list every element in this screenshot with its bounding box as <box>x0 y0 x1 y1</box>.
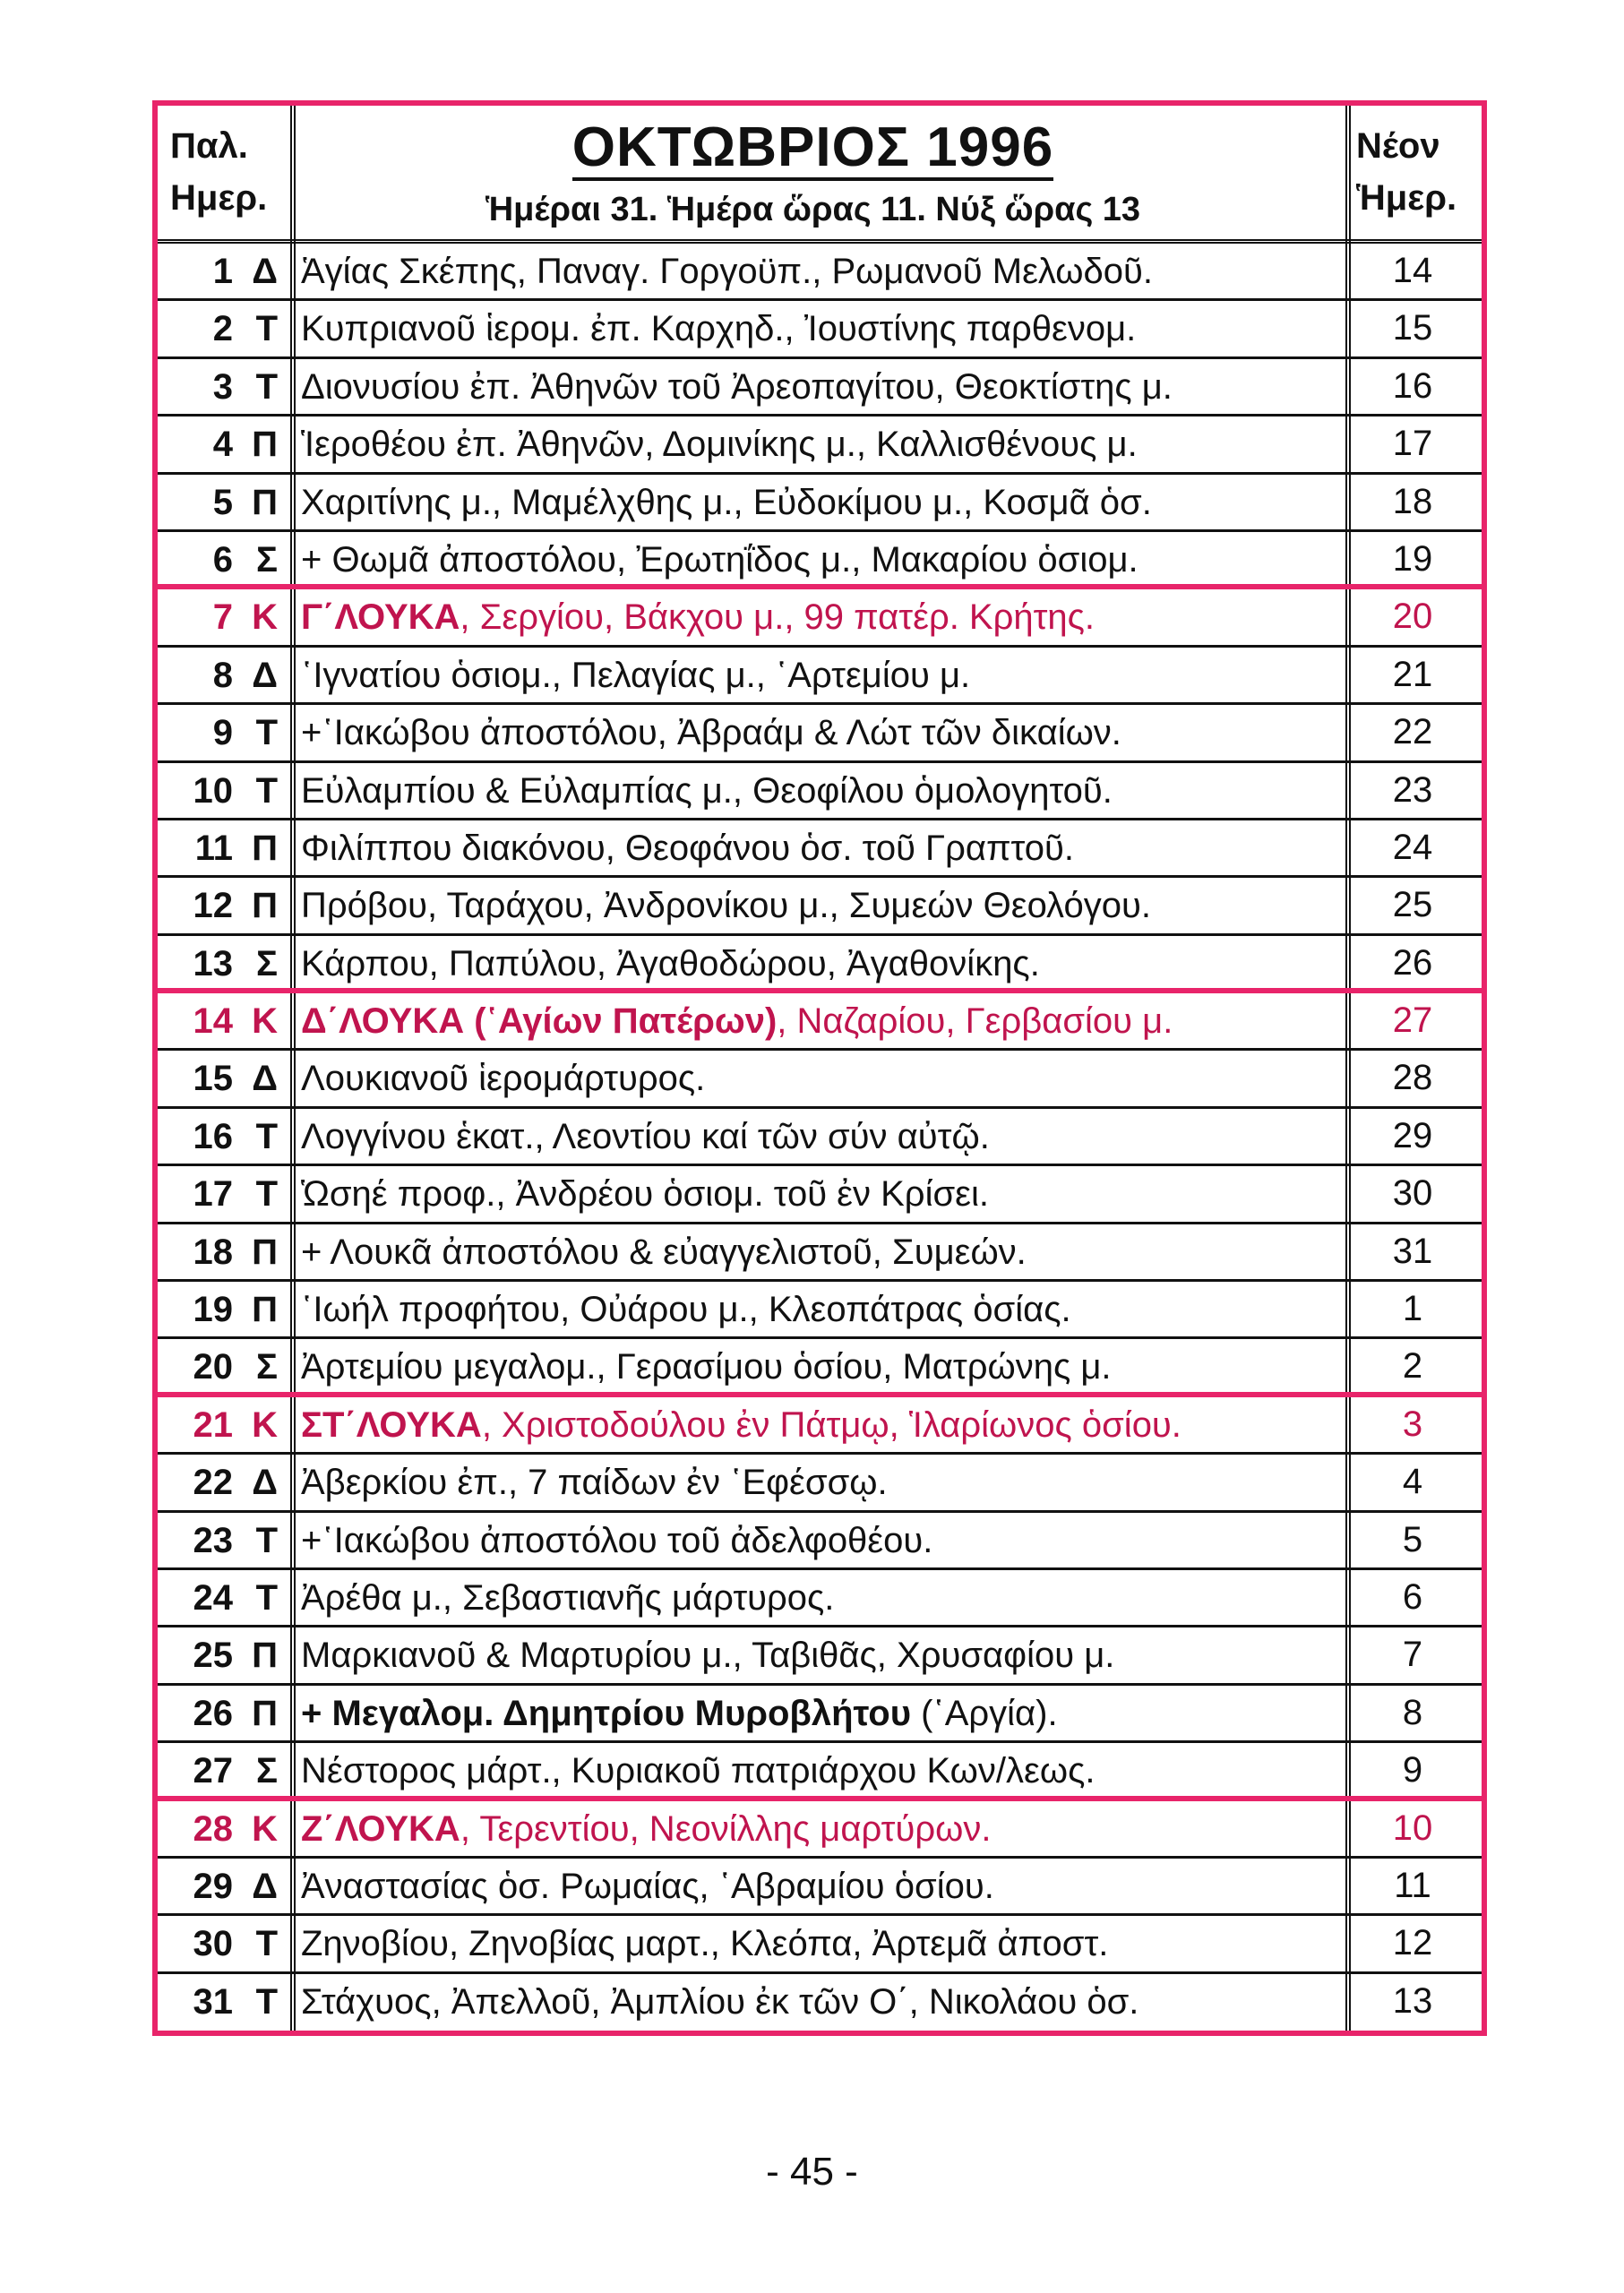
old-calendar-day <box>158 1455 290 1509</box>
table-row <box>158 1166 1482 1224</box>
feast-text: + Λουκᾶ ἀποστόλου & εὐαγγελιστοῦ, Συμεών. <box>301 1232 1027 1272</box>
feast-saints-text <box>297 1051 1329 1105</box>
day-number: 9 <box>212 713 233 753</box>
new-calendar-day: 24 <box>1392 827 1433 867</box>
old-calendar-day <box>158 1974 290 2031</box>
feast-text: , Σεργίου, Βάκχου μ., 99 πατέρ. Κρήτης. <box>460 597 1096 638</box>
table-row <box>158 1109 1482 1166</box>
new-calendar-day: 21 <box>1392 654 1433 694</box>
feast-text: Εὐλαμπίου & Εὐλαμπίας μ., Θεοφίλου ὁμολογητοῦ. <box>301 770 1113 811</box>
new-calendar-day: 7 <box>1402 1635 1423 1675</box>
new-calendar-day: 16 <box>1392 365 1433 406</box>
day-number: 22 <box>193 1463 233 1503</box>
new-calendar-day: 18 <box>1392 481 1433 521</box>
weekday-letter: Π <box>252 1636 278 1676</box>
calendar-table <box>152 100 1487 2036</box>
table-row <box>158 359 1482 417</box>
feast-saints-text <box>297 1570 1329 1625</box>
old-calendar-day <box>158 820 290 875</box>
weekday-letter: Κ <box>252 1808 278 1849</box>
new-calendar-day: 23 <box>1392 769 1433 810</box>
table-row <box>158 1455 1482 1512</box>
feast-saints-text <box>297 1455 1329 1509</box>
table-row <box>158 1974 1482 2031</box>
calendar-rows <box>158 244 1482 2031</box>
old-calendar-day <box>158 1686 290 1740</box>
feast-text: Λογγίνου ἑκατ., Λεοντίου καί τῶν σύν αὐτῷ. <box>301 1116 990 1156</box>
old-calendar-day <box>158 1570 290 1625</box>
day-number: 24 <box>193 1577 233 1618</box>
new-calendar-label-line1: Νέον <box>1356 126 1440 166</box>
table-row <box>158 1513 1482 1570</box>
feast-saints-text <box>297 301 1329 356</box>
weekday-letter: Τ <box>255 1520 278 1560</box>
old-calendar-day <box>158 532 290 584</box>
table-row <box>158 1051 1482 1108</box>
feast-saints-text <box>297 589 1329 644</box>
weekday-letter: Δ <box>252 252 278 291</box>
old-calendar-day <box>158 648 290 702</box>
new-calendar-day: 31 <box>1392 1231 1433 1271</box>
feast-saints-text <box>297 1282 1329 1336</box>
feast-text: Διονυσίου ἐπ. Ἀθηνῶν τοῦ Ἀρεοπαγίτου, Θεοκτίστης μ. <box>301 366 1173 407</box>
weekday-letter: Σ <box>255 943 278 983</box>
old-calendar-header <box>170 120 267 224</box>
feast-text: Ὡσηέ προφ., Ἀνδρέου ὁσιομ. τοῦ ἐν Κρίσει. <box>301 1174 989 1215</box>
table-row <box>158 1686 1482 1743</box>
day-number: 16 <box>193 1116 233 1156</box>
table-row <box>158 417 1482 474</box>
new-calendar-day: 9 <box>1402 1750 1423 1791</box>
day-number: 18 <box>193 1232 233 1272</box>
new-calendar-day: 1 <box>1402 1289 1423 1329</box>
feast-saints-text <box>297 936 1329 988</box>
feast-saints-text <box>297 1339 1329 1391</box>
day-number: 26 <box>193 1693 233 1733</box>
day-number: 4 <box>212 425 233 465</box>
weekday-letter: Τ <box>255 1174 278 1215</box>
new-calendar-day: 12 <box>1392 1923 1433 1963</box>
feast-saints-text <box>297 705 1329 760</box>
day-number: 6 <box>212 539 233 580</box>
feast-text: , Ναζαρίου, Γερβασίου μ. <box>777 1001 1173 1042</box>
page-number: - 45 - <box>766 2150 858 2194</box>
feast-highlight: Δ΄ΛΟΥΚΑ (῾Αγίων Πατέρων) <box>301 1001 778 1042</box>
weekday-letter: Κ <box>252 597 278 638</box>
new-calendar-header <box>1340 120 1474 224</box>
feast-saints-text <box>297 1743 1329 1795</box>
table-row <box>158 1282 1482 1339</box>
table-row <box>158 475 1482 532</box>
day-number: 11 <box>194 828 233 868</box>
feast-text: Ζηνοβίου, Ζηνοβίας μαρτ., Κλεόπα, Ἀρτεμᾶ ἀποστ. <box>301 1924 1109 1964</box>
day-number: 28 <box>193 1808 233 1849</box>
feast-text: +῾Ιακώβου ἀποστόλου τοῦ ἀδελφοθέου. <box>301 1520 933 1560</box>
table-row <box>158 301 1482 358</box>
old-calendar-day <box>158 1224 290 1279</box>
feast-saints-text <box>297 1224 1329 1279</box>
day-number: 8 <box>212 655 233 695</box>
feast-highlight: + Μεγαλομ. Δημητρίου Μυροβλήτου <box>301 1693 911 1733</box>
feast-saints-text <box>297 244 1329 298</box>
day-number: 19 <box>193 1290 233 1330</box>
table-header <box>158 106 1482 244</box>
old-calendar-day <box>158 763 290 818</box>
table-row <box>158 993 1482 1051</box>
old-calendar-day <box>158 1166 290 1221</box>
feast-saints-text <box>297 1109 1329 1164</box>
weekday-letter: Τ <box>255 1116 278 1156</box>
day-number: 2 <box>212 309 233 349</box>
feast-saints-text <box>297 820 1329 875</box>
old-calendar-day <box>158 1801 290 1856</box>
old-calendar-day <box>158 244 290 298</box>
feast-saints-text <box>297 763 1329 818</box>
old-calendar-day <box>158 1743 290 1795</box>
day-number: 23 <box>193 1520 233 1560</box>
new-calendar-day: 28 <box>1392 1058 1433 1098</box>
weekday-letter: Τ <box>255 1577 278 1618</box>
new-calendar-day: 6 <box>1402 1576 1423 1617</box>
feast-highlight: Ζ΄ΛΟΥΚΑ <box>301 1808 460 1849</box>
weekday-letter: Τ <box>255 1981 278 2022</box>
feast-saints-text <box>297 1627 1329 1682</box>
table-row <box>158 1627 1482 1685</box>
feast-saints-text <box>297 993 1329 1048</box>
feast-saints-text <box>297 417 1329 471</box>
day-number: 15 <box>193 1059 233 1099</box>
table-row <box>158 589 1482 647</box>
table-row <box>158 1801 1482 1859</box>
old-calendar-day <box>158 475 290 529</box>
feast-saints-text <box>297 1801 1329 1856</box>
weekday-letter: Τ <box>255 713 278 753</box>
feast-text: Ἀβερκίου ἐπ., 7 παίδων ἐν ῾Εφέσσῳ. <box>301 1463 888 1503</box>
feast-text: Νέστορος μάρτ., Κυριακοῦ πατριάρχου Κων/λεως. <box>301 1751 1096 1791</box>
new-calendar-day: 11 <box>1394 1865 1431 1905</box>
old-calendar-day <box>158 878 290 932</box>
new-calendar-day: 14 <box>1392 251 1433 290</box>
weekday-letter: Κ <box>252 1001 278 1042</box>
weekday-letter: Κ <box>252 1404 278 1445</box>
old-calendar-day <box>158 301 290 356</box>
day-number: 10 <box>193 770 233 811</box>
weekday-letter: Σ <box>255 1751 278 1791</box>
feast-text: Πρόβου, Ταράχου, Ἀνδρονίκου μ., Συμεών Θεολόγου. <box>301 886 1151 926</box>
feast-text: ῾Ιωήλ προφήτου, Οὐάρου μ., Κλεοπάτρας ὁσίας. <box>301 1290 1071 1330</box>
feast-highlight: Γ΄ΛΟΥΚΑ <box>301 597 460 638</box>
weekday-letter: Δ <box>252 1059 278 1099</box>
new-calendar-day: 3 <box>1402 1404 1423 1444</box>
weekday-letter: Τ <box>255 309 278 349</box>
feast-text: Ἀρέθα μ., Σεβαστιανῆς μάρτυρος. <box>301 1577 835 1618</box>
day-number: 20 <box>193 1347 233 1387</box>
old-calendar-label-line2: Ημερ. <box>170 178 268 218</box>
weekday-letter: Π <box>252 1693 278 1733</box>
weekday-letter: Τ <box>255 366 278 407</box>
feast-highlight: ΣΤ΄ΛΟΥΚΑ <box>301 1404 482 1445</box>
table-row <box>158 878 1482 935</box>
feast-saints-text <box>297 475 1329 529</box>
feast-text: Ἱεροθέου ἐπ. Ἀθηνῶν, Δομινίκης μ., Καλλισθένους μ. <box>301 425 1138 465</box>
table-row <box>158 532 1482 589</box>
old-calendar-day <box>158 1513 290 1567</box>
new-calendar-label-line2: Ἡμερ. <box>1356 178 1457 218</box>
old-calendar-day <box>158 359 290 414</box>
weekday-letter: Π <box>252 828 278 868</box>
new-calendar-day: 30 <box>1392 1173 1433 1214</box>
day-number: 5 <box>212 482 233 522</box>
feast-saints-text <box>297 1859 1329 1913</box>
weekday-letter: Π <box>252 886 278 926</box>
day-number: 17 <box>193 1174 233 1215</box>
table-row <box>158 1224 1482 1282</box>
feast-text: Ἁγίας Σκέπης, Παναγ. Γοργοϋπ., Ρωμανοῦ Μελωδοῦ. <box>301 252 1154 291</box>
day-night-hours: Ἡμέραι 31. Ἡμέρα ὥρας 11. Νύξ ὥρας 13 <box>485 191 1141 228</box>
table-row <box>158 1397 1482 1455</box>
table-row <box>158 1743 1482 1800</box>
feast-text: Ἀρτεμίου μεγαλομ., Γερασίμου ὁσίου, Ματρώνης μ. <box>301 1347 1112 1387</box>
feast-text: , Χριστοδούλου ἐν Πάτμῳ, Ἱλαρίωνος ὁσίου. <box>481 1404 1181 1445</box>
table-row <box>158 705 1482 762</box>
table-row <box>158 1570 1482 1627</box>
new-calendar-day: 5 <box>1402 1519 1423 1559</box>
day-number: 12 <box>193 886 233 926</box>
feast-text: (῾Αργία). <box>910 1693 1058 1733</box>
feast-saints-text <box>297 878 1329 932</box>
feast-saints-text <box>297 532 1329 584</box>
day-number: 14 <box>193 1001 233 1042</box>
new-calendar-day: 15 <box>1392 308 1433 348</box>
weekday-letter: Δ <box>252 1866 278 1906</box>
old-calendar-day <box>158 1339 290 1391</box>
table-row <box>158 820 1482 878</box>
table-row <box>158 1859 1482 1916</box>
old-calendar-day <box>158 1627 290 1682</box>
feast-saints-text <box>297 1166 1329 1221</box>
weekday-letter: Δ <box>252 655 278 695</box>
new-calendar-day: 22 <box>1392 712 1433 752</box>
old-calendar-day <box>158 1282 290 1336</box>
weekday-letter: Π <box>252 1232 278 1272</box>
feast-saints-text <box>297 648 1329 702</box>
old-calendar-day <box>158 1109 290 1164</box>
feast-text: +῾Ιακώβου ἀποστόλου, Ἀβραάμ & Λώτ τῶν δικαίων. <box>301 713 1121 753</box>
table-row <box>158 1916 1482 1973</box>
new-calendar-day: 8 <box>1402 1692 1423 1732</box>
old-calendar-day <box>158 1397 290 1452</box>
old-calendar-day <box>158 417 290 471</box>
new-calendar-day: 27 <box>1392 1001 1433 1041</box>
table-row <box>158 1339 1482 1396</box>
old-calendar-label-line1: Παλ. <box>170 126 248 166</box>
new-calendar-day: 10 <box>1392 1808 1433 1848</box>
weekday-letter: Δ <box>252 1463 278 1503</box>
feast-text: Κυπριανοῦ ἱερομ. ἐπ. Καρχηδ., Ἰουστίνης παρθενομ. <box>301 309 1137 349</box>
title-block <box>296 106 1329 240</box>
month-title: ΟΚΤΩΒΡΙΟΣ 1996 <box>572 118 1053 181</box>
feast-text: Λουκιανοῦ ἱερομάρτυρος. <box>301 1059 706 1099</box>
feast-text: , Τερεντίου, Νεονίλλης μαρτύρων. <box>460 1808 992 1849</box>
old-calendar-day <box>158 1859 290 1913</box>
feast-text: + Θωμᾶ ἀποστόλου, Ἐρωτηΐδος μ., Μακαρίου ὁσιομ. <box>301 539 1139 580</box>
old-calendar-day <box>158 1051 290 1105</box>
feast-text: Στάχυος, Ἀπελλοῦ, Ἀμπλίου ἐκ τῶν Ο΄, Νικολάου ὁσ. <box>301 1981 1139 2022</box>
weekday-letter: Π <box>252 482 278 522</box>
feast-text: Ἀναστασίας ὁσ. Ρωμαίας, ῾Αβραμίου ὁσίου. <box>301 1866 994 1906</box>
feast-saints-text <box>297 1916 1329 1971</box>
feast-text: Κάρπου, Παπύλου, Ἀγαθοδώρου, Ἀγαθονίκης. <box>301 943 1040 983</box>
new-calendar-day: 17 <box>1392 424 1433 464</box>
feast-text: Φιλίππου διακόνου, Θεοφάνου ὁσ. τοῦ Γραπτοῦ. <box>301 828 1075 868</box>
new-calendar-day: 20 <box>1392 597 1433 637</box>
day-number: 29 <box>193 1866 233 1906</box>
weekday-letter: Τ <box>255 1924 278 1964</box>
old-calendar-day <box>158 589 290 644</box>
day-number: 13 <box>193 943 233 983</box>
old-calendar-day <box>158 993 290 1048</box>
new-calendar-day: 13 <box>1392 1980 1433 2021</box>
weekday-letter: Τ <box>255 770 278 811</box>
feast-saints-text <box>297 1686 1329 1740</box>
old-calendar-day <box>158 705 290 760</box>
new-calendar-day: 25 <box>1392 885 1433 925</box>
feast-text: Χαριτίνης μ., Μαμέλχθης μ., Εὐδοκίμου μ., Κοσμᾶ ὁσ. <box>301 482 1152 522</box>
new-calendar-day: 19 <box>1392 538 1433 579</box>
new-calendar-day: 26 <box>1392 942 1433 983</box>
day-number: 31 <box>193 1981 233 2022</box>
old-calendar-day <box>158 1916 290 1971</box>
feast-saints-text <box>297 1397 1329 1452</box>
table-row <box>158 244 1482 301</box>
day-number: 1 <box>212 252 233 291</box>
weekday-letter: Σ <box>255 539 278 580</box>
new-calendar-day: 4 <box>1402 1462 1423 1502</box>
day-number: 3 <box>212 366 233 407</box>
feast-saints-text <box>297 1513 1329 1567</box>
table-row <box>158 936 1482 993</box>
day-number: 7 <box>212 597 233 638</box>
feast-saints-text <box>297 1974 1329 2031</box>
day-number: 21 <box>193 1404 233 1445</box>
feast-text: Μαρκιανοῦ & Μαρτυρίου μ., Ταβιθᾶς, Χρυσαφίου μ. <box>301 1636 1115 1676</box>
new-calendar-day: 2 <box>1402 1346 1423 1387</box>
weekday-letter: Π <box>252 1290 278 1330</box>
table-row <box>158 763 1482 820</box>
feast-text: ῾Ιγνατίου ὁσιομ., Πελαγίας μ., ῾Αρτεμίου μ. <box>301 655 971 695</box>
feast-saints-text <box>297 359 1329 414</box>
old-calendar-day <box>158 936 290 988</box>
day-number: 30 <box>193 1924 233 1964</box>
table-row <box>158 648 1482 705</box>
new-calendar-day: 29 <box>1392 1115 1433 1155</box>
weekday-letter: Σ <box>255 1347 278 1387</box>
day-number: 25 <box>193 1636 233 1676</box>
weekday-letter: Π <box>252 425 278 465</box>
day-number: 27 <box>193 1751 233 1791</box>
